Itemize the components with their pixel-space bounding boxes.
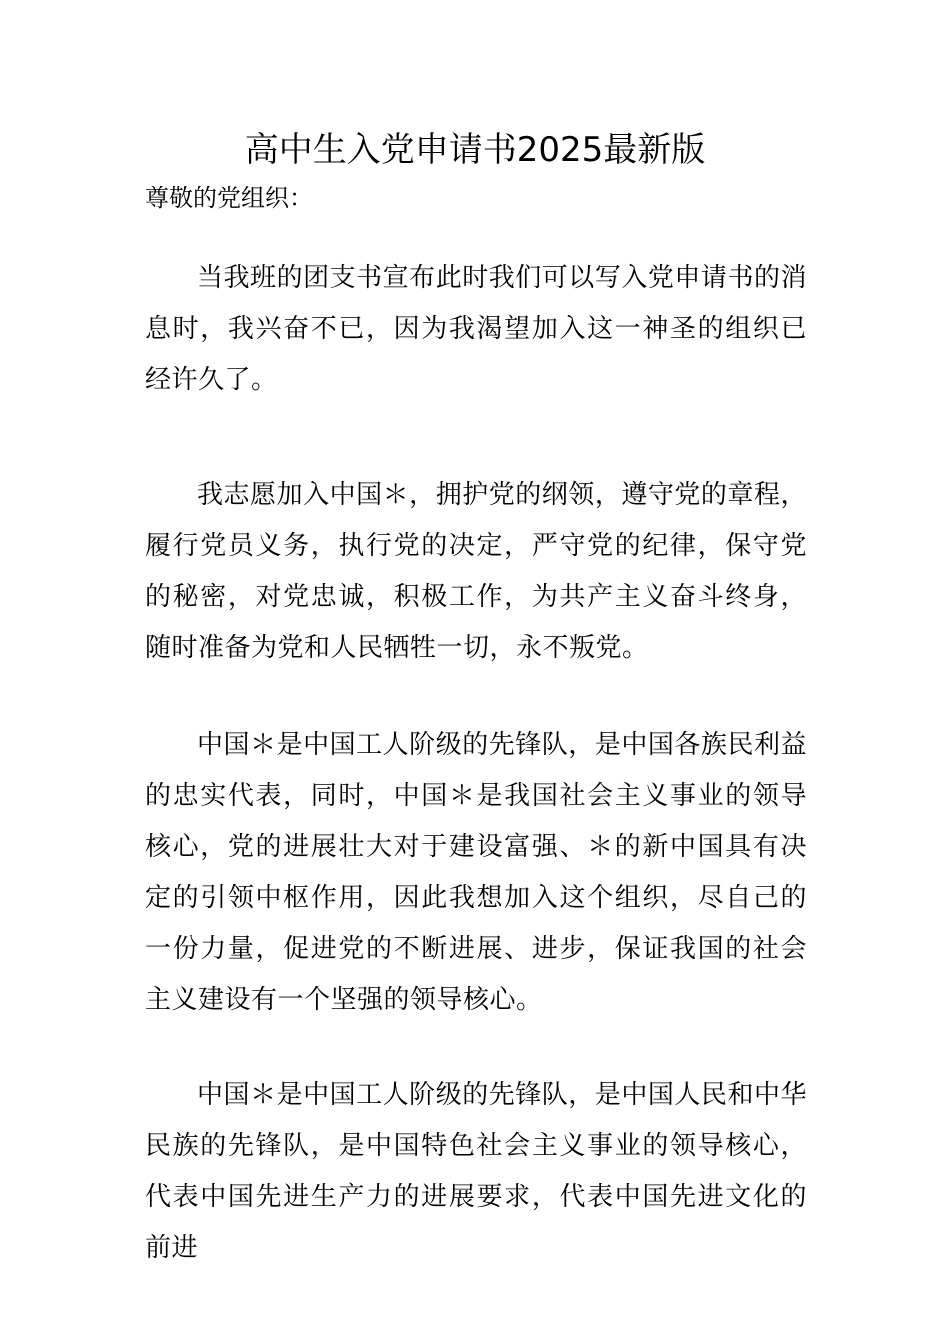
paragraph-3: 中国＊是中国工人阶级的先锋队，是中国各族民利益的忠实代表，同时，中国＊是我国社会主义事业的领导核心，党的进展壮大对于建设富强、＊的新中国具有决定的引领中枢作用，因此我想加入这个组织，尽自己的一份力量，促进党的不断进展、进步，保证我国的社会主义建设有一个坚强的领导核心。 bbox=[145, 730, 807, 1015]
document-title: 高中生入党申请书2025最新版 bbox=[244, 130, 706, 170]
paragraph-2: 我志愿加入中国＊，拥护党的纲领，遵守党的章程，履行党员义务，执行党的决定，严守党的纪律，保守党的秘密，对党忠诚，积极工作，为共产主义奋斗终身，随时准备为党和人民牺牲一切，永不叛党。 bbox=[145, 480, 807, 663]
paragraph-4: 中国＊是中国工人阶级的先锋队，是中国人民和中华民族的先锋队，是中国特色社会主义事业的领导核心，代表中国先进生产力的进展要求，代表中国先进文化的前进 bbox=[145, 1080, 807, 1263]
salutation: 尊敬的党组织： bbox=[145, 184, 313, 212]
paragraph-1: 当我班的团支书宣布此时我们可以写入党申请书的消息时，我兴奋不已，因为我渴望加入这一神圣的组织已经许久了。 bbox=[145, 263, 807, 395]
